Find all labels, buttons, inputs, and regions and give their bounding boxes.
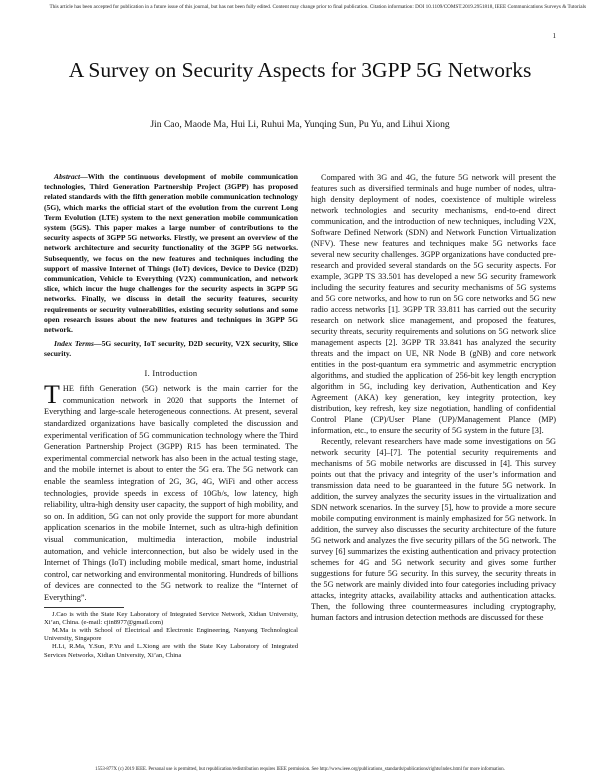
abstract-label: Abstract (54, 172, 81, 181)
footnote-divider (44, 607, 124, 608)
footnote-affiliation-2: M.Ma is with School of Electrical and Electronic Engineering, Nanyang Technological University, Singapore (44, 626, 298, 643)
abstract (44, 172, 298, 335)
footnote-affiliation-1: J.Cao is with the State Key Laboratory of Integrated Service Network, Xidian University, Xi’an, China. (e-mail: cjin8977@gmail.com) (44, 610, 298, 626)
index-terms-label: Index Terms (54, 339, 94, 349)
paper-title: A Survey on Security Aspects for 3GPP 5G Networks (68, 58, 532, 82)
copyright-footer: 1553-877X (c) 2019 IEEE. Personal use is permitted, but republication/redistribution requires IEEE permission. See http://www.ieee.org/publications_standards/publications/rights/index.html for more information. (95, 767, 505, 772)
intro-paragraph-1-text: HE fifth Generation (5G) network is the main carrier for the communication network in 2020 that supports the Internet of Everything and large-scale heterogeneous connections. At present, several standardized organizations have basically completed the discussion and experimental verification of 5G communication technology where the Third Generation Partnership Project (3GPP) R15 has been terminated. The experimental commercial network has also been in the actual testing stage, and the mobile internet is about to enter the 5G era. The 5G network can enable the seamless integration of 2G, 3G, 4G, WiFi and other access technologies, provide speeds in excess of 10Gb/s, low latency, high reliability, ultra-high density user capacity, the support of high mobility, and so on. In addition, 5G can not only provide the support for more abundant application scenarios in the mobile Internet, such as ultra-high definition visual communication, multimedia interaction, mobile industrial automation, and vehicle interconnection, but also be widely used in the Internet of Things (IoT) including mobile medical, smart home, industrial control, car networking and environmental monitoring. Hundreds of billions of devices are connected to the 5G network to realize the “Internet of Everything”. (44, 384, 298, 602)
index-terms-text: —5G security, IoT security, D2D security, V2X security, Slice security. (44, 339, 299, 359)
intro-paragraph-3: Recently, relevant researchers have made some investigations on 5G network security [4]–[7]. The potential security requirements and mechanisms of 5G mobile networks are discussed in [4]. This survey points out that the privacy and integrity of the user’s information and transmission data need to be guaranteed in the future 5G network. In addition, the survey analyzes the security issues in the virtualization and SDN network scenarios. In the survey [5], how to provide a more secure mobile computing environment is mainly emphasized for 5G network. In addition, the survey also discusses the security architecture of the future 5G network and analyzes the five security pillars of the 5G network. The survey [6] summarizes the existing authentication and privacy protection schemes for 4G and 5G network security and gives some further suggestions for future 5G security. In this survey, the security threats in the 5G network are mainly divided into four categories including privacy attacks, integrity attacks, availability attacks and authentication attacks. Then, the following three countermeasures including cryptography, human factors and intrusion detection methods are discussed for these (311, 437, 556, 622)
page-number: 1 (552, 32, 556, 40)
section-heading-introduction: I. Introduction (144, 368, 198, 378)
author-list: Jin Cao, Maode Ma, Hui Li, Ruhui Ma, Yunqing Sun, Pu Yu, and Lihui Xiong (150, 119, 450, 130)
drop-cap: T (44, 380, 60, 410)
publication-notice: This article has been accepted for publication in a future issue of this journal, but has not been fully edited. Content may change prior to final publication. Citation information: DOI 10.1109/COMST.2019.2951818, IEEE Communications Surveys & Tutorials (49, 4, 586, 10)
footnote-affiliation-3: H.Li, R.Ma, Y.Sun, P.Yu and L.Xiong are with the State Key Laboratory of Integrated Services Networks, Xidian University, Xi’an, China (44, 643, 298, 659)
abstract-text: —With the continuous development of mobile communication technologies, Third Generation Partnership Project (3GPP) has proposed related standards with the fifth generation mobile communication technology (5G), which marks the official start of the evolution from the current Long Term Evolution (LTE) system to the next generation mobile communication system (5GS). This paper makes a large number of contributions to the security aspects of 3GPP 5G networks. Firstly, we present an overview of the network architecture and security functionality of the 3GPP 5G networks. Subsequently, we focus on the new features and techniques including the support of massive Internet of Things (IoT) devices, Device to Device (D2D) communication, Vehicle to Everything (V2X) communication, and network slice, which incur the huge challenges for the security aspects in 3GPP 5G networks. Finally, we discuss in detail the security features, security requirements or security vulnerabilities, existing security solutions and some open research issues about the new features and techniques in 3GPP 5G network. (44, 172, 298, 335)
index-terms (44, 339, 298, 359)
left-column (44, 172, 298, 660)
intro-paragraph-1 (44, 380, 298, 603)
intro-paragraph-2: Compared with 3G and 4G, the future 5G network will present the features such as diversified terminals and huge number of nodes, ultra-high density deployment of nodes, coexistence of multiple wireless network technologies and security mechanisms, end-to-end direct communication, and the introduction of new techniques, including V2X, Software Defined Network (SDN) and Network Function Virtualization (NFV). These new features and techniques make 5G networks face several new security challenges. 3GPP organizations have conducted pre-research and provided several standards on the 5G security aspects. For example, 3GPP TS 33.501 has developed a new 5G security framework including the security features and security mechanisms of 5G systems and 5G core networks, and how to run on 5G core networks and 5G new radio access networks [1]. 3GPP TR 33.811 has carried out the security research on network slice management, and proposed the features, security threats, security requirements and solutions on 5G network slice management aspects [2]. 3GPP TR 33.841 has analyzed the security threats and the impact on UE, NR Node B (gNB) and core network entities in the post-quantum era symmetric and asymmetric encryption algorithms, and studied the application of 256-bit key length encryption algorithm in 5G, including key derivation, Authentication and Key Agreement (AKA) key generation, key integrity protection, key distribution, key refresh, key size negotiation, handling of confidential Control Plane (CP)/User Plane (UP)/Management Plance (MP) information, etc., to ensure the security of 5G system in the future [3]. (311, 173, 556, 435)
right-column (311, 172, 556, 623)
